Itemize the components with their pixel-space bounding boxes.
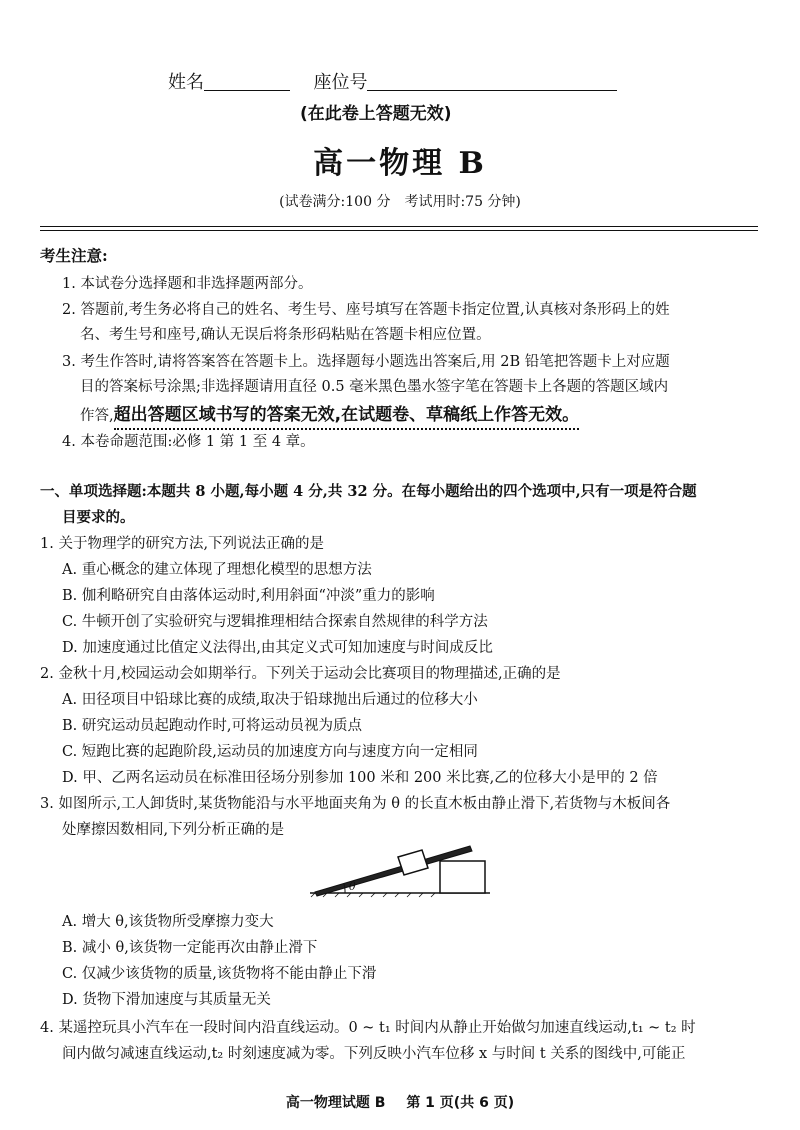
- name-blank: [204, 72, 290, 91]
- instruction-item-3-emphasis: 超出答题区域书写的答案无效,在试题卷、草稿纸上作答无效。: [114, 405, 579, 430]
- seat-label: 座位号: [313, 72, 368, 93]
- page-footer: [0, 1092, 800, 1112]
- question-2-option-d: D. 甲、乙两名运动员在标准田径场分别参加 100 米和 200 米比赛,乙的位移大小是甲的 2 倍: [62, 770, 658, 786]
- notice: (在此卷上答题无效): [300, 104, 452, 124]
- instruction-item-3-line-2: 目的答案标号涂黑;非选择题请用直径 0.5 毫米黑色墨水签字笔在答题卡上各题的答题区域内: [80, 379, 669, 395]
- angle-label: θ: [349, 880, 356, 893]
- question-4-stem-line-1: 4. 某遥控玩具小汽车在一段时间内沿直线运动。0 ~ t₁ 时间内从静止开始做匀加速直线运动,t₁ ~ t₂ 时: [40, 1020, 696, 1036]
- question-3-option-d: D. 货物下滑加速度与其质量无关: [62, 992, 271, 1008]
- instruction-item-3-line-1: 3. 考生作答时,请将答案答在答题卡上。选择题每小题选出答案后,用 2B 铅笔把答题卡上对应题: [62, 354, 670, 370]
- student-info-line: [168, 68, 617, 94]
- cargo-box: [398, 850, 428, 875]
- instruction-item-4: 4. 本卷命题范围:必修 1 第 1 至 4 章。: [62, 434, 315, 450]
- question-2-option-b: B. 研究运动员起跑动作时,可将运动员视为质点: [62, 718, 362, 734]
- page-title: 高一物理 B: [313, 146, 487, 181]
- truck-block: [440, 861, 485, 893]
- instructions-heading: 考生注意:: [40, 246, 108, 265]
- seat-blank: [367, 72, 617, 91]
- question-1-option-a: A. 重心概念的建立体现了理想化模型的思想方法: [62, 562, 372, 578]
- question-2-option-a: A. 田径项目中铅球比赛的成绩,取决于铅球抛出后通过的位移大小: [62, 692, 478, 708]
- instruction-item-1: 1. 本试卷分选择题和非选择题两部分。: [62, 276, 313, 292]
- instruction-item-2-line-1: 2. 答题前,考生务必将自己的姓名、考生号、座号填写在答题卡指定位置,认真核对条形码上的姓: [62, 302, 670, 318]
- incline-diagram: [305, 838, 505, 898]
- question-1-option-b: B. 伽利略研究自由落体运动时,利用斜面“冲淡”重力的影响: [62, 588, 435, 604]
- instruction-item-3-prefix: 作答,: [80, 408, 114, 424]
- name-label: 姓名: [168, 72, 204, 93]
- question-2-option-c: C. 短跑比赛的起跑阶段,运动员的加速度方向与速度方向一定相同: [62, 744, 478, 760]
- footer-title: 高一物理试题 B: [285, 1095, 386, 1111]
- question-3-option-a: A. 增大 θ,该货物所受摩擦力变大: [62, 914, 274, 930]
- question-3-option-b: B. 减小 θ,该货物一定能再次由静止滑下: [62, 940, 318, 956]
- footer-page-number: 第 1 页(共 6 页): [406, 1095, 515, 1111]
- section-1-heading-line-1: 一、单项选择题:本题共 8 小题,每小题 4 分,共 32 分。在每小题给出的四个选项中,只有一项是符合题: [40, 483, 697, 500]
- question-3-stem-line-2: 处摩擦因数相同,下列分析正确的是: [62, 822, 285, 838]
- question-1-stem: 1. 关于物理学的研究方法,下列说法正确的是: [40, 536, 325, 552]
- question-4-stem-line-2: 间内做匀减速直线运动,t₂ 时刻速度减为零。下列反映小汽车位移 x 与时间 t 关系的图线中,可能正: [62, 1046, 686, 1062]
- section-1-heading-line-2: 目要求的。: [62, 509, 135, 526]
- instruction-item-2-line-2: 名、考生号和座号,确认无误后将条形码粘贴在答题卡相应位置。: [80, 327, 491, 343]
- question-1-option-d: D. 加速度通过比值定义法得出,由其定义式可知加速度与时间成反比: [62, 640, 493, 656]
- divider-top: [40, 226, 758, 227]
- question-1-option-c: C. 牛顿开创了实验研究与逻辑推理相结合探索自然规律的科学方法: [62, 614, 488, 630]
- divider-bottom: [40, 230, 758, 231]
- exam-meta: (试卷满分:100 分 考试用时:75 分钟): [279, 194, 521, 210]
- question-3-option-c: C. 仅减少该货物的质量,该货物将不能由静止下滑: [62, 966, 377, 982]
- question-2-stem: 2. 金秋十月,校园运动会如期举行。下列关于运动会比赛项目的物理描述,正确的是: [40, 666, 561, 682]
- instruction-item-3-line-3: [80, 400, 579, 425]
- question-3-stem-line-1: 3. 如图所示,工人卸货时,某货物能沿与水平地面夹角为 θ 的长直木板由静止滑下,若货物与木板间各: [40, 796, 671, 812]
